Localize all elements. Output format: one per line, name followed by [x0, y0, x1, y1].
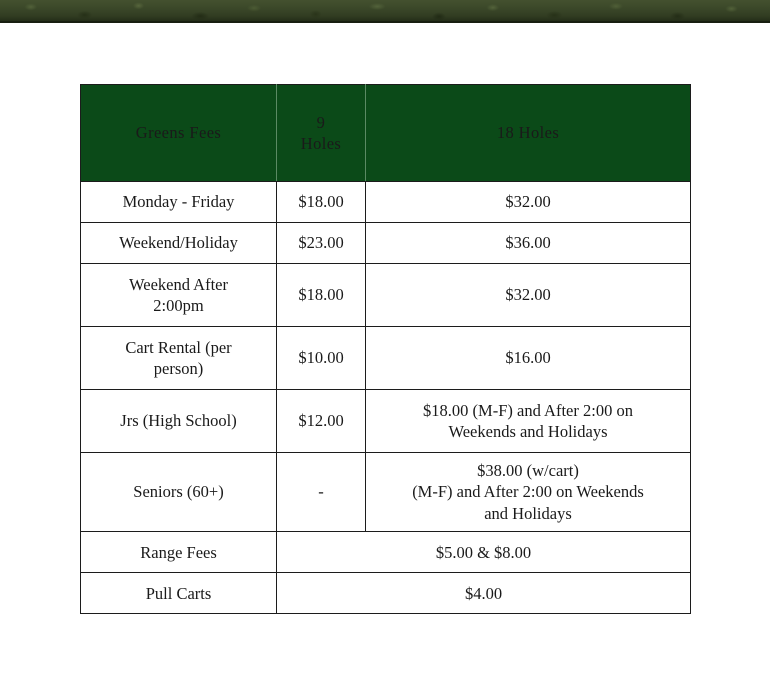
- row-18-holes-seniors-line1: $38.00 (w/cart): [477, 461, 579, 480]
- greens-fees-table-container: [80, 84, 690, 614]
- row-label-weekend-after-2pm-line1: Weekend After: [129, 274, 228, 294]
- row-label-weekend-after-2pm-line2: 2:00pm: [153, 296, 204, 315]
- table-row: [81, 573, 691, 614]
- row-18-holes-jrs-high-school: [366, 390, 691, 453]
- row-label-range-fees: Range Fees: [81, 532, 277, 573]
- table-row: [81, 182, 691, 223]
- row-label-seniors: Seniors (60+): [81, 453, 277, 532]
- table-row: [81, 532, 691, 573]
- row-18-holes-weekend-after-2pm: $32.00: [366, 264, 691, 327]
- row-label-monday-friday: Monday - Friday: [81, 182, 277, 223]
- table-header: [81, 85, 691, 182]
- row-9-holes-weekend-holiday: $23.00: [277, 223, 366, 264]
- row-18-holes-jrs-line2: Weekends and Holidays: [448, 422, 608, 441]
- row-9-holes-cart-rental: $10.00: [277, 327, 366, 390]
- column-header-greens-fees: Greens Fees: [81, 85, 277, 182]
- row-label-cart-rental: [81, 327, 277, 390]
- table-row: [81, 390, 691, 453]
- column-header-9-holes-line2: Holes: [300, 134, 342, 153]
- row-merged-pull-carts: $4.00: [277, 573, 691, 614]
- banner-bottom-edge: [0, 21, 770, 23]
- row-18-holes-seniors-line3: and Holidays: [484, 503, 572, 523]
- row-label-weekend-holiday: Weekend/Holiday: [81, 223, 277, 264]
- row-9-holes-monday-friday: $18.00: [277, 182, 366, 223]
- table-row: [81, 327, 691, 390]
- row-18-holes-seniors-line2: (M-F) and After 2:00 on Weekends: [412, 482, 644, 502]
- row-label-jrs-high-school: Jrs (High School): [81, 390, 277, 453]
- row-18-holes-monday-friday: $32.00: [366, 182, 691, 223]
- row-9-holes-weekend-after-2pm: $18.00: [277, 264, 366, 327]
- greens-fees-table: [80, 84, 691, 614]
- row-18-holes-weekend-holiday: $36.00: [366, 223, 691, 264]
- table-row: [81, 223, 691, 264]
- table-body: [81, 182, 691, 614]
- row-label-weekend-after-2pm: [81, 264, 277, 327]
- row-label-cart-rental-line2: person): [153, 359, 204, 378]
- row-18-holes-jrs-line1: $18.00 (M-F) and After 2:00 on: [423, 400, 633, 420]
- table-row: [81, 264, 691, 327]
- table-row: [81, 453, 691, 532]
- column-header-9-holes-line1: 9: [316, 112, 326, 132]
- row-9-holes-seniors: -: [277, 453, 366, 532]
- row-18-holes-seniors: [366, 453, 691, 532]
- table-header-row: [81, 85, 691, 182]
- column-header-18-holes: 18 Holes: [366, 85, 691, 182]
- row-label-cart-rental-line1: Cart Rental (per: [125, 337, 232, 357]
- row-9-holes-jrs-high-school: $12.00: [277, 390, 366, 453]
- grass-banner: [0, 0, 770, 23]
- row-18-holes-cart-rental: $16.00: [366, 327, 691, 390]
- row-merged-range-fees: $5.00 & $8.00: [277, 532, 691, 573]
- row-label-pull-carts: Pull Carts: [81, 573, 277, 614]
- column-header-9-holes: [277, 85, 366, 182]
